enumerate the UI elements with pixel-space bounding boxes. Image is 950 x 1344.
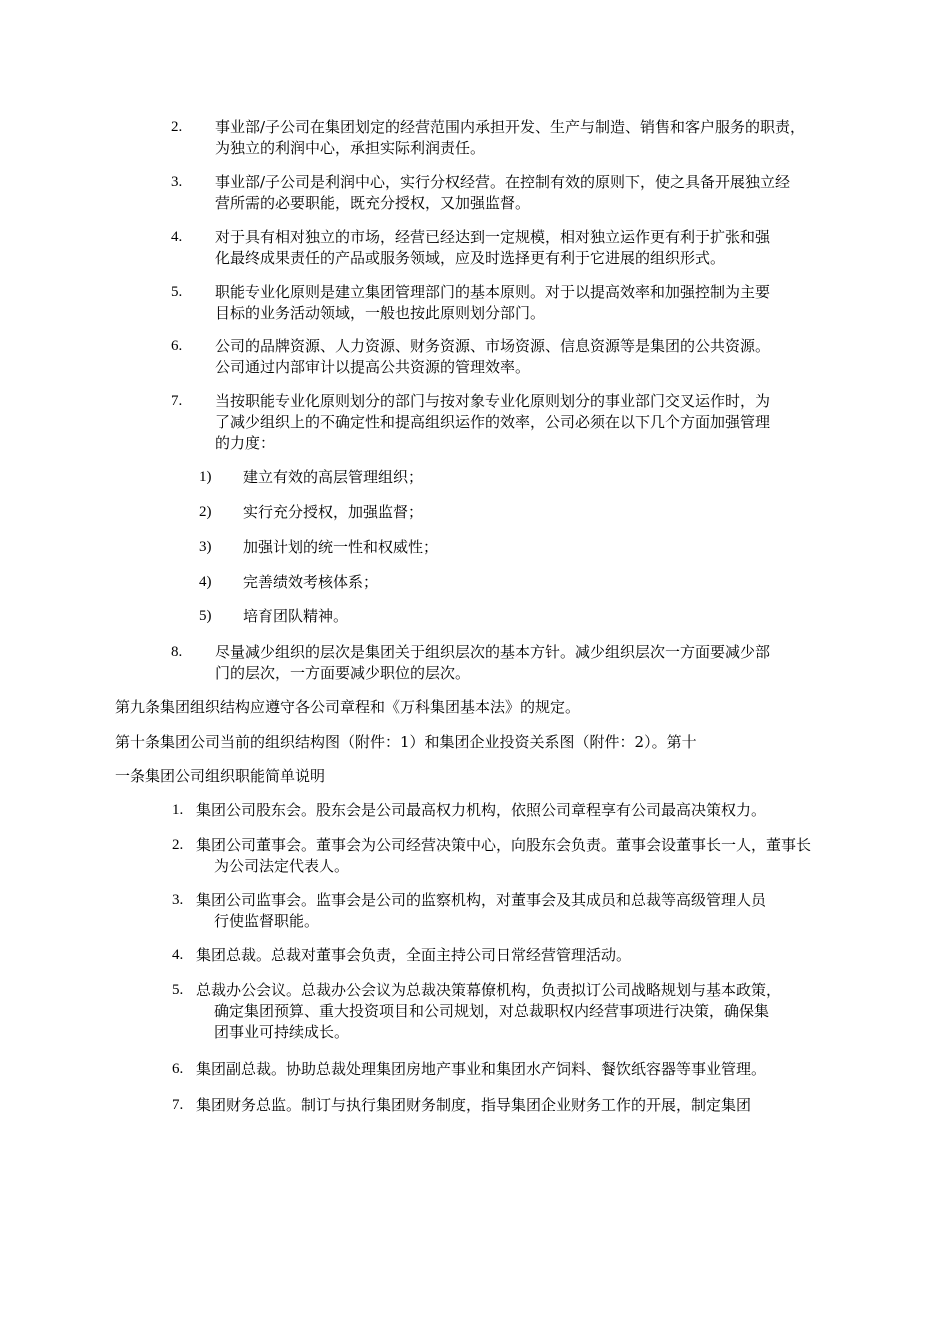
list-item-number: 5. xyxy=(171,284,183,300)
list-item-text: 职能专业化原则是建立集团管理部门的基本原则。对于以提高效率和加强控制为主要 xyxy=(215,283,771,301)
list-item-text: 为独立的利润中心，承担实际利润责任。 xyxy=(215,139,486,157)
list-item-text: 的力度： xyxy=(215,434,276,452)
list-item-number: 6. xyxy=(172,1061,184,1077)
article-11-heading: 一条集团公司组织职能简单说明 xyxy=(115,767,326,785)
list-item-text: 为公司法定代表人。 xyxy=(214,857,350,875)
list-item-text: 集团公司股东会。股东会是公司最高权力机构，依照公司章程享有公司最高决策权力。 xyxy=(196,801,767,819)
list-item-text: 营所需的必要职能，既充分授权，又加强监督。 xyxy=(215,194,531,212)
list-item-text: 总裁办公会议。总裁办公会议为总裁决策幕僚机构，负责拟订公司战略规划与基本政策， xyxy=(196,981,782,999)
list-item-number: 8. xyxy=(171,644,183,660)
sub-list-number: 3) xyxy=(199,539,212,555)
list-item-text: 团事业可持续成长。 xyxy=(214,1023,350,1041)
list-item-text: 对于具有相对独立的市场，经营已经达到一定规模，相对独立运作更有利于扩张和强 xyxy=(215,228,771,246)
list-item-text: 化最终成果责任的产品或服务领域，应及时选择更有利于它进展的组织形式。 xyxy=(215,249,726,267)
list-item-text: 集团总裁。总裁对董事会负责，全面主持公司日常经营管理活动。 xyxy=(196,946,632,964)
sub-list-text: 培育团队精神。 xyxy=(243,607,349,625)
list-item-number: 7. xyxy=(172,1097,184,1113)
list-item-number: 3. xyxy=(171,174,183,190)
list-item-number: 1. xyxy=(172,802,184,818)
list-item-number: 5. xyxy=(172,982,184,998)
sub-list-number: 5) xyxy=(199,608,212,624)
sub-list-text: 建立有效的高层管理组织； xyxy=(243,468,424,486)
list-item-text: 确定集团预算、重大投资项目和公司规划，对总裁职权内经营事项进行决策，确保集 xyxy=(214,1002,770,1020)
list-item-text: 集团公司监事会。监事会是公司的监察机构，对董事会及其成员和总裁等高级管理人员 xyxy=(196,891,767,909)
sub-list-number: 1) xyxy=(199,469,212,485)
list-item-text: 集团财务总监。制订与执行集团财务制度，指导集团企业财务工作的开展，制定集团 xyxy=(196,1096,752,1114)
list-item-text: 行使监督职能。 xyxy=(214,912,320,930)
list-item-number: 4. xyxy=(172,947,184,963)
list-item-number: 7. xyxy=(171,393,183,409)
list-item-text: 事业部/子公司是利润中心，实行分权经营。在控制有效的原则下，使之具备开展独立经 xyxy=(215,173,791,191)
sub-list-text: 实行充分授权，加强监督； xyxy=(243,503,424,521)
list-item-number: 6. xyxy=(171,338,183,354)
list-item-number: 4. xyxy=(171,229,183,245)
list-item-text: 尽量减少组织的层次是集团关于组织层次的基本方针。减少组织层次一方面要减少部 xyxy=(215,643,771,661)
list-item-text: 当按职能专业化原则划分的部门与按对象专业化原则划分的事业部门交叉运作时，为 xyxy=(215,392,771,410)
list-item-text: 事业部/子公司在集团划定的经营范围内承担开发、生产与制造、销售和客户服务的职责， xyxy=(215,118,806,136)
list-item-text: 公司的品牌资源、人力资源、财务资源、市场资源、信息资源等是集团的公共资源。 xyxy=(215,337,771,355)
list-item-text: 公司通过内部审计以提高公共资源的管理效率。 xyxy=(215,358,531,376)
list-item-number: 2. xyxy=(172,837,184,853)
list-item-text: 门的层次，一方面要减少职位的层次。 xyxy=(215,664,471,682)
sub-list-number: 2) xyxy=(199,504,212,520)
list-item-text: 了减少组织上的不确定性和提高组织运作的效率，公司必须在以下几个方面加强管理 xyxy=(215,413,771,431)
sub-list-text: 加强计划的统一性和权威性； xyxy=(243,538,439,556)
article-9-paragraph: 第九条集团组织结构应遵守各公司章程和《万科集团基本法》的规定。 xyxy=(115,698,581,716)
list-item-number: 3. xyxy=(172,892,184,908)
list-item-number: 2. xyxy=(171,119,183,135)
list-item-text: 目标的业务活动领域，一般也按此原则划分部门。 xyxy=(215,304,546,322)
article-10-paragraph: 第十条集团公司当前的组织结构图（附件：1）和集团企业投资关系图（附件：2）。第十 xyxy=(115,733,697,751)
sub-list-number: 4) xyxy=(199,574,212,590)
list-item-text: 集团副总裁。协助总裁处理集团房地产事业和集团水产饲料、餐饮纸容器等事业管理。 xyxy=(196,1060,767,1078)
sub-list-text: 完善绩效考核体系； xyxy=(243,573,379,591)
list-item-text: 集团公司董事会。董事会为公司经营决策中心，向股东会负责。董事会设董事长一人，董事长 xyxy=(196,836,812,854)
